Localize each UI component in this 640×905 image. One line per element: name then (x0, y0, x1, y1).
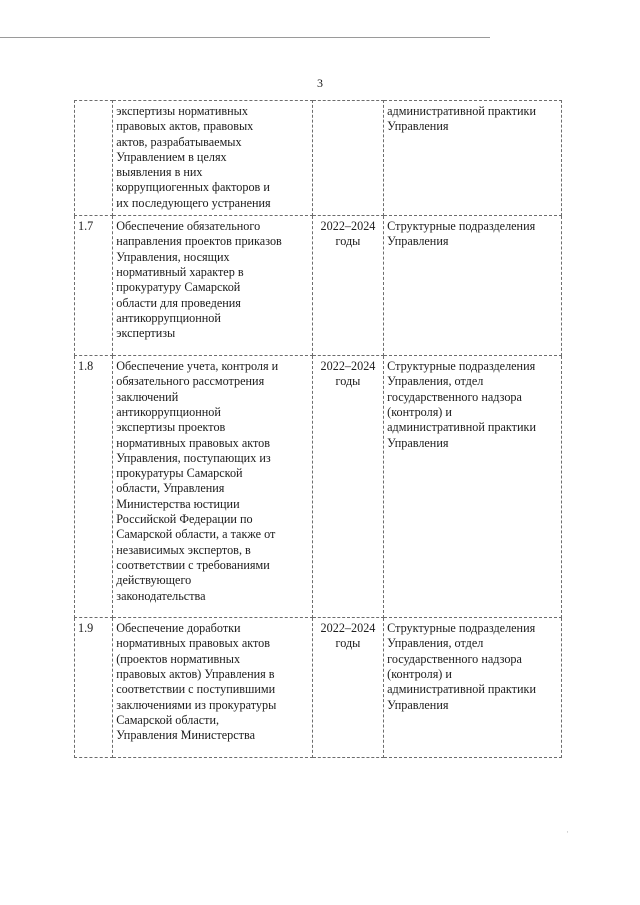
executor-cell: Структурные подразделения Управления, отдел государственного надзора (контроля) и административной практики Управления (384, 356, 562, 618)
action-cell: экспертизы нормативных правовых актов, правовых актов, разрабатываемых Управлением в целях выявления в них коррупциогенных факторов и их последующего устранения (113, 101, 313, 216)
term-cell (312, 101, 383, 216)
row-number-cell: 1.9 (75, 618, 113, 758)
executor-cell: Структурные подразделения Управления, отдел государственного надзора (контроля) и административной практики Управления (384, 618, 562, 758)
scan-artifact: · (566, 827, 569, 837)
term-cell: 2022–2024 годы (312, 618, 383, 758)
term-cell: 2022–2024 годы (312, 356, 383, 618)
table-row (75, 618, 562, 758)
term-cell: 2022–2024 годы (312, 216, 383, 356)
scan-edge-line (0, 37, 490, 38)
action-cell: Обеспечение обязательного направления проектов приказов Управления, носящих нормативный характер в прокуратуру Самарской области для проведения антикоррупционной экспертизы (113, 216, 313, 356)
row-number-cell (75, 101, 113, 216)
action-cell: Обеспечение учета, контроля и обязательного рассмотрения заключений антикоррупционной экспертизы проектов нормативных правовых актов Управления, поступающих из прокуратуры Самарской области, Управления Министерства юстиции Российской Федерации по Самарской области, а также от независимых экспертов, в соответствии с требованиями действующего законодательства (113, 356, 313, 618)
row-number-cell: 1.7 (75, 216, 113, 356)
table-row (75, 101, 562, 216)
executor-cell: административной практики Управления (384, 101, 562, 216)
table-row (75, 216, 562, 356)
page-number: 3 (317, 76, 323, 90)
row-number-cell: 1.8 (75, 356, 113, 618)
action-plan-table (74, 100, 562, 758)
table-row (75, 356, 562, 618)
executor-cell: Структурные подразделения Управления (384, 216, 562, 356)
action-cell: Обеспечение доработки нормативных правовых актов (проектов нормативных правовых актов) Управления в соответствии с поступившими заключениями из прокуратуры Самарской области, Управления Министерства (113, 618, 313, 758)
